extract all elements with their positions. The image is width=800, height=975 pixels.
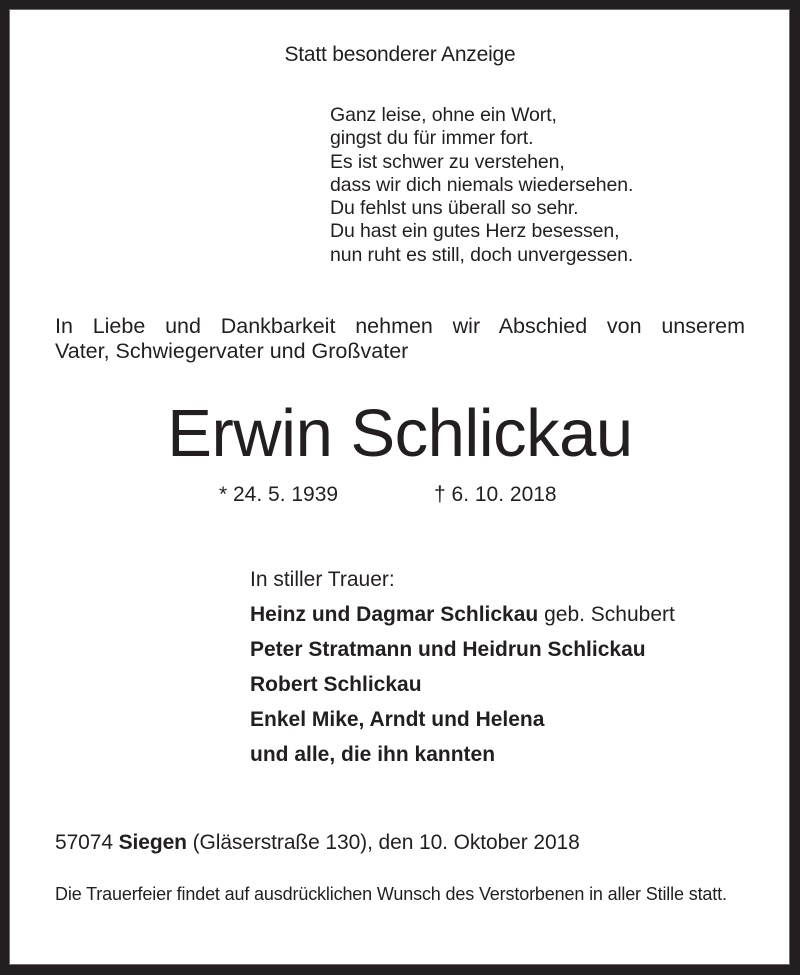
mourner-row [250, 702, 675, 737]
notice-header: Statt besonderer Anzeige [284, 43, 516, 66]
mourner-name: Enkel Mike, Arndt und Helena [250, 708, 545, 731]
mourner-row [250, 597, 675, 632]
poem-line: Ganz leise, ohne ein Wort, [330, 104, 557, 126]
mourner-row [250, 667, 675, 702]
poem-line: dass wir dich niemals wiedersehen. [330, 173, 634, 196]
deceased-name: Erwin Schlickau [167, 396, 633, 471]
mourner-name: und alle, die ihn kannten [250, 743, 496, 766]
mourners-list [250, 562, 675, 772]
poem-line: Du fehlst uns überall so sehr. [330, 197, 579, 220]
poem [330, 104, 633, 267]
intro-text [55, 314, 745, 364]
poem-line: gingst du für immer fort. [330, 127, 534, 150]
postcode: 57074 [55, 831, 119, 854]
address-and-date: (Gläserstraße 130), den 10. Oktober 2018 [186, 831, 580, 854]
intro-line-1: In Liebe und Dankbarkeit nehmen wir Abschied von unserem [55, 314, 745, 338]
city: Siegen [118, 831, 187, 854]
poem-line: Es ist schwer zu verstehen, [330, 150, 565, 173]
mourners-heading: In stiller Trauer: [250, 568, 395, 591]
poem-line: nun ruht es still, doch unvergessen. [330, 243, 634, 266]
funeral-note: Die Trauerfeier findet auf ausdrücklichen Wunsch des Verstorbenen in aller Stille statt. [55, 884, 727, 904]
death-date: † 6. 10. 2018 [434, 483, 557, 506]
place-date-line [55, 830, 580, 856]
mourner-note: geb. Schubert [538, 603, 675, 626]
poem-line: Du hast ein gutes Herz besessen, [330, 220, 620, 243]
mourner-name: Peter Stratmann und Heidrun Schlickau [250, 638, 646, 661]
mourner-row [250, 737, 675, 772]
mourner-row [250, 632, 675, 667]
birth-date: * 24. 5. 1939 [219, 483, 339, 506]
mourner-name: Heinz und Dagmar Schlickau [250, 603, 539, 626]
intro-line-2: Vater, Schwiegervater und Großvater [55, 339, 409, 363]
mourner-name: Robert Schlickau [250, 673, 422, 696]
